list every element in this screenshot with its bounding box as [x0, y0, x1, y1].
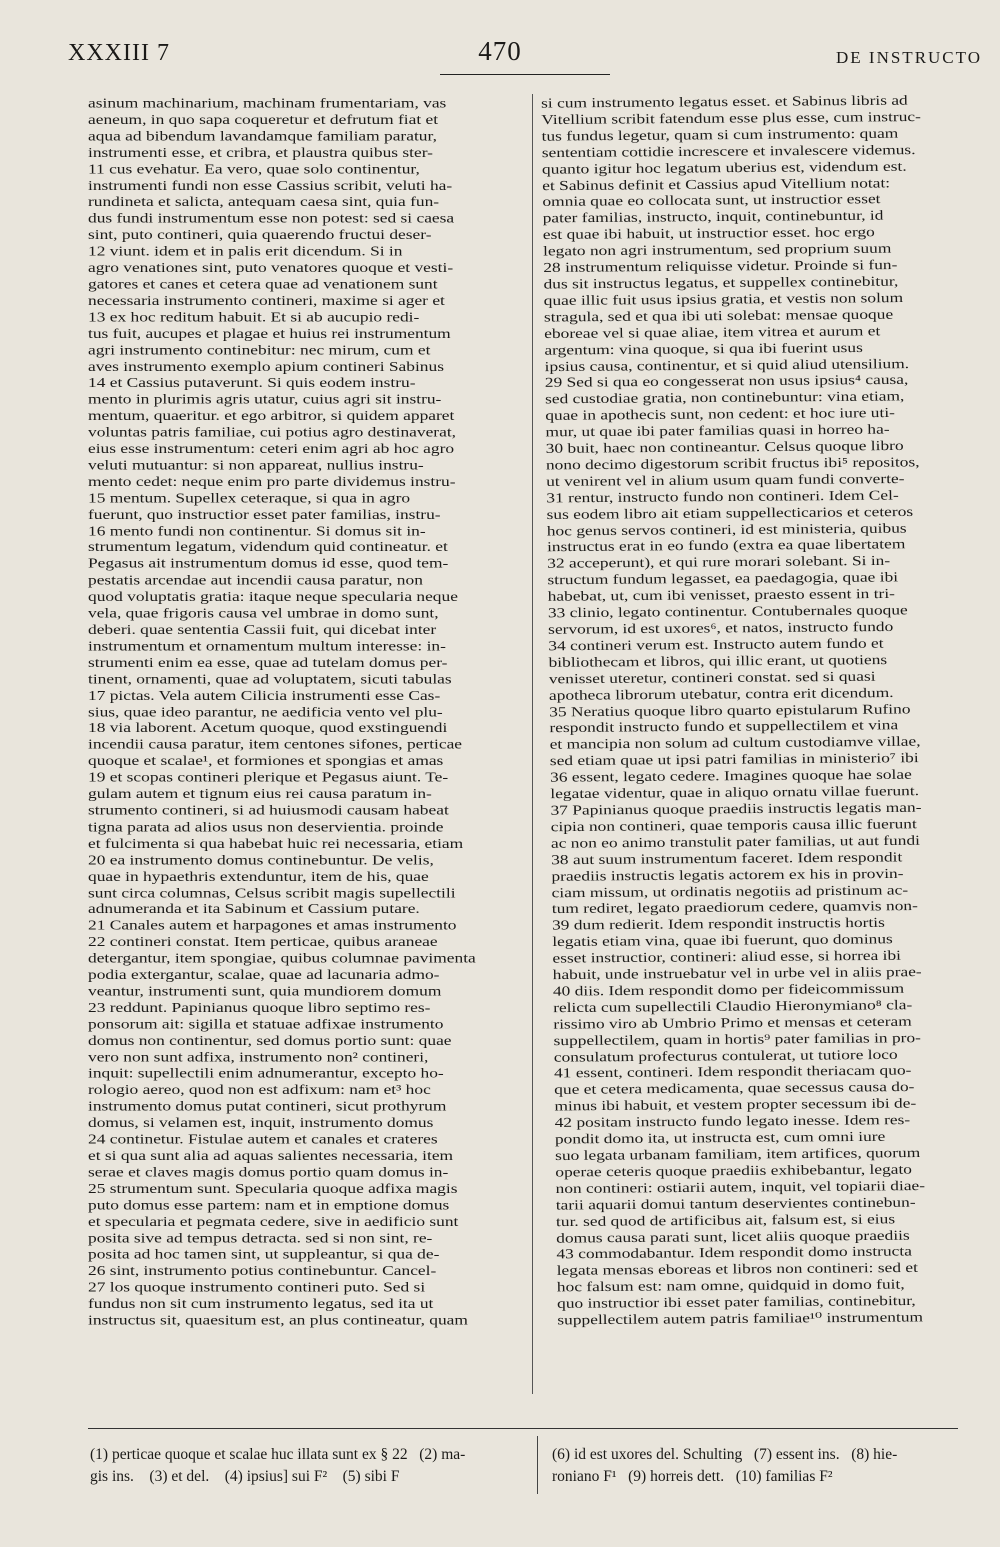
text-line: 41 essent, contineri. Idem respondit theriacam quo-	[553, 1062, 912, 1081]
text-line: 13 ex hoc reditum habuit. Et si ab aucupio redi-	[88, 308, 420, 325]
text-line: quae illic fuit usus ipsius gratia, et vestis non solum	[543, 289, 904, 309]
text-line: quanto igitur hoc legatum uberius est, videndum est.	[541, 157, 907, 177]
text-line: rissimo viro ab Umbrio Primo et mensas et ceteram	[553, 1012, 912, 1032]
text-line: suppellectilem, quam in hortis⁹ pater familias in pro-	[553, 1029, 921, 1049]
text-line: habuit, unde instruebatur vel in urbe vel in aliis prae-	[552, 963, 922, 983]
text-line: sed custodiae gratia, non continebuntur: vina etiam,	[544, 388, 905, 407]
text-line: sententiam cottidie increscere et invalescere videmus.	[541, 141, 916, 161]
page-number: 470	[478, 36, 522, 66]
text-line: ponsorum ait: sigilla et statuae adfixae instrumento	[88, 1015, 444, 1032]
text-line: ipsius causa, continentur, et si quid aliud utensilium.	[544, 355, 910, 374]
text-line: 29 Sed si qua eo congesserat non usus ipsius⁴ causa,	[544, 371, 909, 391]
text-line: 28 instrumentum reliquisse videtur. Proinde si fun-	[543, 256, 898, 276]
text-line: domus, si velamen est, inquit, instrumento domus	[88, 1114, 434, 1131]
text-line: ac non eo animo transtulit pater familias, ut aut fundi	[550, 831, 921, 851]
text-line: quae in hypaethris extenduntur, item de his, quae	[88, 867, 429, 884]
text-line: veantur, instrumenti sunt, quia mundiorem domum	[88, 983, 442, 999]
header-rule	[440, 74, 610, 75]
text-line: 23 reddunt. Papinianus quoque libro septimo res-	[88, 999, 431, 1016]
text-line: tarii aquarii domui tantum deservientes continebun-	[555, 1193, 916, 1213]
text-line: respondit instructo fundo et suppellectilem et vina	[549, 716, 899, 736]
text-line: 39 dum redierit. Idem respondit instructis hortis	[551, 914, 885, 933]
text-line: praediis instructis legatis actorem ex his in provin-	[551, 864, 904, 884]
text-line: agri instrumento continebitur: nec mirum, cum et	[88, 341, 431, 358]
text-line: legatae videntur, quae in aliquo ornatu villae fuerunt.	[550, 782, 920, 802]
text-line: veluti mutuantur: si non appareat, nullius instru-	[88, 456, 424, 473]
text-line: quae in apothecis sunt, non cedent: et hoc iure uti-	[545, 404, 895, 424]
text-line: hoc falsum est: nam omne, quidquid in domo fuit,	[556, 1276, 905, 1295]
text-line: 42 positam instructo fundo legato inesse. Idem res-	[554, 1111, 911, 1131]
text-line: asinum machinarium, machinam frumentariam, vas	[88, 95, 447, 111]
text-line: 40 diis. Idem respondit domo per fideicommissum	[552, 980, 905, 999]
text-line: si cum instrumento legatus esset. et Sabinus libris ad	[541, 91, 908, 111]
footnotes-left	[90, 1444, 465, 1488]
text-line: 24 continetur. Fistulae autem et canales et crateres	[88, 1131, 438, 1147]
text-line: tus fundus legetur, quam si cum instrumento: quam	[541, 124, 899, 144]
text-line: que et cetera medicamenta, quae secessus causa do-	[554, 1078, 915, 1098]
text-line: quod voluptatis gratia: itaque neque specularia neque	[88, 588, 458, 605]
text-line: omnia quae eo collocata sunt, ut instructior esset	[542, 190, 881, 210]
text-line: nono decimo digestorum scribit fructus ibi⁵ repositos,	[545, 453, 920, 473]
running-head-right: DE INSTRUCTO	[836, 48, 982, 67]
text-line: 38 aut suum instrumentum faceret. Idem respondit	[551, 848, 903, 868]
text-line: et mancipia non solum ad cultum custodiamve villae,	[549, 733, 921, 753]
text-line: stragula, sed et qua ibi uti solebat: mensae quoque	[543, 305, 894, 325]
text-line: ut venirent vel in alium usum quam fundi converte-	[546, 470, 905, 489]
text-line: legata mensas eboreas et libros non contineri: sed et	[556, 1259, 918, 1279]
text-line: domus non continentur, sed domus portio sunt: quae	[88, 1032, 452, 1049]
running-head-left: XXXIII 7	[68, 40, 170, 66]
text-line: posita sive ad tempus detracta. sed si non sint, re-	[88, 1229, 433, 1246]
text-line: bibliothecam et libros, qui illic erant, ut quotiens	[548, 651, 888, 670]
text-line: pondit domo ita, ut instructa est, cum omni iure	[554, 1128, 886, 1147]
text-line: 27 los quoque instrumento contineri puto. Sed si	[88, 1279, 426, 1295]
text-line: fundus non sit cum instrumento legatus, sed ita ut	[88, 1295, 434, 1312]
text-line: Pegasus ait instrumentum domus id esse, quod tem-	[88, 555, 449, 572]
text-line: 21 Canales autem et harpagones et amas instrumento	[88, 917, 457, 933]
text-line: inquit: supellectili enim adnumerantur, excepto ho-	[88, 1065, 444, 1081]
text-line: domus causa parati sunt, licet aliis quoque praediis	[556, 1226, 910, 1246]
text-line: dus sit instructus legatus, et suppellex continebitur,	[543, 272, 899, 292]
text-line: suo legata urbanam familiam, item artifices, quorum	[555, 1144, 921, 1164]
text-line: agro venationes sint, puto venatores quoque et vesti-	[88, 259, 454, 276]
text-line: 30 buit, haec non contineantur. Celsus quoque libro	[545, 437, 904, 457]
left-text-column	[88, 95, 520, 1385]
column-divider	[532, 94, 533, 1394]
text-line: sus eodem libro ait etiam suppellecticarios et ceteros	[546, 503, 914, 522]
footnote-divider	[537, 1436, 538, 1494]
text-line: eius esse instrumentum: ceteri enim agri ab hoc agro	[88, 440, 455, 457]
text-line: operae ceteris quoque praediis exhibebantur, legato	[555, 1160, 913, 1180]
text-line: non contineri: ostiarii autem, inquit, vel topiarii diae-	[555, 1177, 926, 1197]
text-line: mur, ut quae ibi pater familias quasi in horreo ha-	[545, 421, 890, 440]
text-line: adnumeranda et ita Sabinum et Cassium putare.	[88, 900, 420, 917]
text-line: 11 cus evehatur. Ea vero, quae solo continentur,	[88, 160, 420, 177]
text-line: eboreae vel si quae aliae, item vitrea et aurum et	[544, 322, 881, 341]
text-line: 14 et Cassius putaverunt. Si quis eodem instru-	[88, 374, 416, 391]
text-line: apotheca librorum utebatur, contra erit dicendum.	[548, 684, 894, 703]
text-line: detergantur, item spongiae, quibus columnae pavimenta	[88, 950, 476, 966]
footnotes-right	[552, 1444, 897, 1488]
text-line: tus fuit, aucupes et plagae et huius rei instrumentum	[88, 325, 451, 341]
text-line: mento cedet: neque enim pro parte dividemus instru-	[88, 473, 456, 489]
text-line: strumento contineri, si ad huiusmodi causam habeat	[88, 802, 449, 818]
text-line: legato non agri instrumentum, sed proprium suum	[542, 240, 892, 259]
text-line: 20 ea instrumento domus continebuntur. De velis,	[88, 851, 434, 868]
footnote-line: (1) perticae quoque et scalae huc illata sunt ex § 22 (2) ma-	[90, 1446, 466, 1463]
text-line: rologio aereo, quod non est adfixum: nam et³ hoc	[88, 1081, 431, 1098]
text-line: rundineta et salicta, antequam caesa sint, quia fun-	[88, 193, 440, 210]
text-line: relicta cum supellectili Claudio Hieronymiano⁸ cla-	[553, 996, 913, 1016]
text-line: gatores et canes et cetera quae ad venationem sunt	[88, 275, 438, 292]
text-line: posita ad hoc tamen sint, ut suppleantur, si qua de-	[88, 1246, 440, 1262]
text-line: pater familias, instructo, inquit, continebuntur, id	[542, 207, 884, 226]
footnote-line: (6) id est uxores del. Schulting (7) essent ins. (8) hie-	[552, 1446, 898, 1463]
text-line: 35 Neratius quoque libro quarto epistularum Rufino	[549, 700, 911, 720]
text-line: tinent, ornamenti, quae ad voluptatem, sicuti tabulas	[88, 670, 452, 687]
text-line: sint, puto contineri, quia quaerendo fructui deser-	[88, 226, 432, 243]
text-line: est quae ibi habuit, ut instructior esset. hoc ergo	[542, 223, 875, 243]
text-line: 31 rentur, instructo fundo non contineri. Idem Cel-	[546, 486, 899, 506]
text-line: cipia non contineri, quae temporis causa illic fuerunt	[550, 815, 917, 835]
text-line: legatis etiam vina, quae ibi fuerunt, quo dominus	[552, 930, 893, 950]
text-line: vero non sunt adfixa, instrumento non² contineri,	[88, 1048, 429, 1065]
text-line: minus ibi habuit, et vestem propter secessum ibi de-	[554, 1095, 917, 1114]
text-line: 15 mentum. Supellex ceteraque, si qua in agro	[88, 489, 411, 506]
text-line: 19 et scopas contineri plerique et Pegasus aiunt. Te-	[88, 769, 449, 785]
text-line: aqua ad bibendum lavandamque familiam paratur,	[88, 127, 437, 144]
text-line: sed etiam quae ut ipsi patri familias in ministerio⁷ ibi	[549, 749, 919, 769]
text-line: voluntas patris familiae, cui potius agro destinaverat,	[88, 423, 456, 440]
text-line: Vitellium scribit fatendum esse plus esse, cum instruc-	[541, 108, 921, 128]
text-line: suppellectilem autem patris familiae¹⁰ instrumentum	[557, 1308, 924, 1328]
text-line: 36 essent, legato cedere. Imagines quoque hae solae	[549, 766, 912, 785]
text-line: 26 sint, instrumento potius continebuntur. Cancel-	[88, 1262, 437, 1279]
text-line: aeneum, in quo sapa coqueretur et defrutum fiat et	[88, 111, 439, 128]
text-line: tur. sed quod de artificibus ait, falsum est, si eius	[555, 1210, 896, 1229]
text-line: strumenti enim ea esse, quae ad tutelam domus per-	[88, 654, 448, 670]
text-line: argentum: vina quoque, si qua ibi fuerint usus	[544, 339, 863, 358]
text-line: structum fundum legasset, ea paedagogia, quae ibi	[547, 568, 899, 588]
text-line: 17 pictas. Vela autem Cilicia instrumenti esse Cas-	[88, 687, 441, 703]
text-line: 43 commodabantur. Idem respondit domo instructa	[556, 1243, 912, 1262]
text-line: servorum, id est uxores⁶, et natos, instructo fundo	[548, 618, 894, 637]
text-line: instrumento domus putat contineri, sicut prothyrum	[88, 1098, 447, 1114]
text-line: mentum, quaeritur. et ego arbitror, si quidem apparet	[88, 407, 455, 424]
text-line: et specularia et pegmata cedere, sive in aedificio sunt	[88, 1213, 459, 1229]
text-line: dus fundi instrumentum esse non potest: sed si caesa	[88, 210, 455, 226]
text-line: et Sabinus definit et Cassius apud Vitellium notat:	[542, 174, 891, 193]
text-line: consulatum profecturus contulerat, ut tutiore loco	[553, 1045, 898, 1065]
text-line: fuerunt, quo instructior esset pater familias, instru-	[88, 506, 441, 522]
text-line: ciam missum, ut ordinatis negotiis ad pristinum ac-	[551, 881, 909, 901]
text-line: 25 strumentum sunt. Specularia quoque adfixa magis	[88, 1180, 458, 1197]
text-line: podia extergantur, scalae, quae ad lacunaria admo-	[88, 966, 440, 983]
text-line: mento in plurimis agris utatur, cuius agri sit instru-	[88, 391, 442, 407]
text-line: instructus sit, quaesitum est, an plus contineatur, quam	[88, 1311, 468, 1328]
text-line: vela, quae frigoris causa vel umbrae in domo sunt,	[88, 604, 439, 621]
text-line: gulam autem et tignum eius rei causa paratum in-	[88, 785, 432, 802]
text-line: quoque et scalae¹, et formiones et spongias et amas	[88, 752, 444, 769]
text-line: incendii causa paratur, item centones sifones, perticae	[88, 736, 463, 753]
text-line: pestatis arcendae aut incendii causa paratur, non	[88, 571, 423, 588]
text-line: necessaria instrumento contineri, maxime si ager et	[88, 292, 445, 309]
text-line: instrumenti fundi non esse Cassius scribit, veluti ha-	[88, 177, 453, 193]
text-line: 33 clinio, legato continentur. Contubernales quoque	[547, 601, 908, 621]
text-line: 32 acceperunt), et qui rure morari solebant. Si in-	[547, 552, 891, 572]
text-line: 16 mento fundi non continentur. Si domus sit in-	[88, 522, 426, 539]
text-line: esset instructior, contineri: aliud esse, si horrea ibi	[552, 947, 902, 966]
text-line: 34 contineri verum est. Instructo autem fundo et	[548, 634, 884, 654]
text-line: sunt circa columnas, Celsus scribit magis supellectili	[88, 884, 456, 901]
text-line: venisset uteretur, contineri constat. sed si quasi	[548, 667, 876, 687]
text-line: 12 viunt. idem et in palis erit dicendum. Si in	[88, 243, 403, 259]
text-line: puto domus esse partem: nam et in emptione domus	[88, 1196, 450, 1213]
text-line: 22 contineri constat. Item perticae, quibus araneae	[88, 933, 438, 950]
text-line: hoc genus servos contineri, id est ministeria, quibus	[546, 519, 907, 539]
text-line: 18 via laborent. Acetum quoque, quod exstinguendi	[88, 719, 448, 736]
right-text-column	[541, 91, 990, 1385]
footnote-line: gis ins. (3) et del. (4) ipsius] sui F² (5) sibi F	[90, 1468, 400, 1485]
footnote-rule	[88, 1428, 958, 1429]
text-line: instructus erat in eo fundo (extra ea quae libertatem	[546, 536, 906, 555]
text-line: habebat, ut, cum ibi venisset, praesto essent in tri-	[547, 585, 896, 605]
text-line: tum rediret, legato praediorum cedere, quamvis non-	[551, 897, 918, 917]
text-line: instrumentum et ornamentum multum interesse: in-	[88, 637, 446, 654]
text-line: et fulcimenta si qua habebat huic rei necessaria, etiam	[88, 835, 464, 851]
text-line: quo instructior ibi esset pater familias, continebitur,	[556, 1292, 916, 1312]
text-line: sius, quae ideo parantur, ne aedificia vento vel plu-	[88, 703, 443, 720]
text-line: aves instrumento exemplo apium contineri Sabinus	[88, 358, 444, 374]
text-line: instrumenti esse, et cribra, et plaustra quibus ster-	[88, 144, 433, 161]
text-line: serae et claves magis domus portio quam domus in-	[88, 1163, 449, 1180]
text-line: et si qua sunt alia ad aquas salientes necessaria, item	[88, 1147, 454, 1164]
text-line: tigna parata ad alios usus non deservientia. proinde	[88, 818, 444, 835]
footnote-line: roniano F¹ (9) horreis dett. (10) familias F²	[552, 1468, 833, 1485]
text-line: deberi. quae sententia Cassii fuit, qui dicebat inter	[88, 621, 437, 637]
text-line: strumentum legatum, videndum quid contineatur. et	[88, 539, 448, 555]
text-line: 37 Papinianus quoque praediis instructis legatis man-	[550, 799, 922, 818]
